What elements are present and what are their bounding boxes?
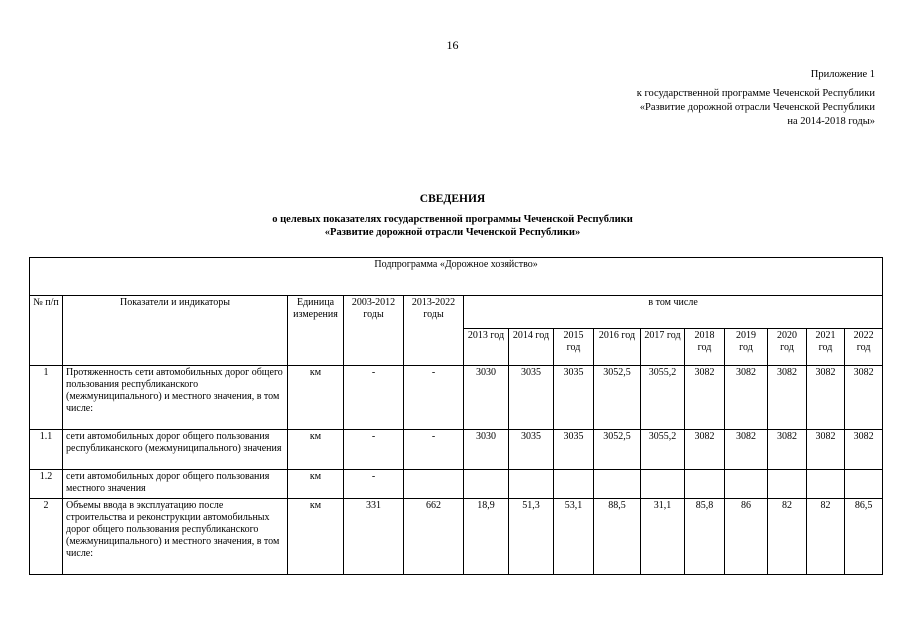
header-year: 2020 год [768, 329, 807, 366]
row-period-value: - [344, 470, 404, 499]
row-year-value: 3082 [725, 430, 768, 470]
row-indicator: Объемы ввода в эксплуатацию после строительства и реконструкции автомобильных дорог общего пользования республиканского (межмуниципального) и местного значения, в том числе: [63, 499, 288, 575]
document-subtitle: о целевых показателях государственной программы Чеченской Республики [272, 214, 633, 225]
page-number: 16 [446, 38, 459, 52]
row-unit: км [288, 430, 344, 470]
row-year-value: 3082 [807, 430, 845, 470]
row-year-value: 3035 [509, 366, 554, 430]
row-year-value [554, 470, 594, 499]
row-year-value [464, 470, 509, 499]
row-year-value [845, 470, 883, 499]
subprogram-title: Подпрограмма «Дорожное хозяйство» [30, 258, 883, 296]
header-num: № п/п [30, 296, 63, 366]
header-year: 2013 год [464, 329, 509, 366]
row-year-value: 18,9 [464, 499, 509, 575]
row-year-value [594, 470, 641, 499]
row-year-value: 3030 [464, 430, 509, 470]
row-num: 1 [30, 366, 63, 430]
row-year-value: 3082 [685, 430, 725, 470]
row-year-value [807, 470, 845, 499]
header-year: 2015 год [554, 329, 594, 366]
row-indicator: сети автомобильных дорог общего пользования республиканского (межмуниципального) значения [63, 430, 288, 470]
table-row [30, 430, 883, 470]
row-period-value: - [404, 430, 464, 470]
row-year-value: 86,5 [845, 499, 883, 575]
appendix-line: на 2014-2018 годы» [787, 116, 875, 127]
row-year-value: 86 [725, 499, 768, 575]
row-unit: км [288, 470, 344, 499]
row-num: 1.2 [30, 470, 63, 499]
table-row [30, 499, 883, 575]
header-year: 2021 год [807, 329, 845, 366]
row-year-value: 3035 [509, 430, 554, 470]
row-year-value: 3082 [845, 366, 883, 430]
row-year-value: 3035 [554, 366, 594, 430]
appendix-title: Приложение 1 [810, 69, 875, 80]
row-year-value: 3082 [768, 430, 807, 470]
appendix-note [637, 68, 875, 129]
header-year: 2014 год [509, 329, 554, 366]
row-year-value [685, 470, 725, 499]
header-year: 2019 год [725, 329, 768, 366]
subprogram-row [30, 258, 883, 296]
row-year-value: 3082 [845, 430, 883, 470]
indicators-table [29, 257, 883, 575]
row-year-value: 53,1 [554, 499, 594, 575]
row-year-value [768, 470, 807, 499]
header-year: 2017 год [641, 329, 685, 366]
document-heading [0, 191, 905, 239]
row-period-value: 331 [344, 499, 404, 575]
header-year: 2016 год [594, 329, 641, 366]
header-period: 2003-2012 годы [344, 296, 404, 366]
header-year: 2018 год [685, 329, 725, 366]
row-year-value: 3052,5 [594, 430, 641, 470]
row-indicator: сети автомобильных дорог общего пользования местного значения [63, 470, 288, 499]
row-year-value: 3082 [685, 366, 725, 430]
document-title: СВЕДЕНИЯ [419, 193, 486, 205]
row-num: 1.1 [30, 430, 63, 470]
document-subtitle: «Развитие дорожной отрасли Чеченской Республики» [324, 227, 581, 238]
row-year-value: 88,5 [594, 499, 641, 575]
row-period-value: - [344, 430, 404, 470]
row-year-value: 3055,2 [641, 430, 685, 470]
row-year-value: 3035 [554, 430, 594, 470]
appendix-line: к государственной программе Чеченской Республики [636, 88, 875, 99]
header-including: в том числе [464, 296, 883, 329]
row-year-value [641, 470, 685, 499]
row-year-value: 3082 [725, 366, 768, 430]
row-year-value [725, 470, 768, 499]
header-indicator: Показатели и индикаторы [63, 296, 288, 366]
table-row [30, 366, 883, 430]
row-period-value: - [404, 366, 464, 430]
row-year-value: 82 [807, 499, 845, 575]
row-year-value [509, 470, 554, 499]
table-row [30, 470, 883, 499]
appendix-line: «Развитие дорожной отрасли Чеченской Республики [639, 102, 875, 113]
row-unit: км [288, 499, 344, 575]
row-period-value [404, 470, 464, 499]
row-year-value: 3052,5 [594, 366, 641, 430]
row-year-value: 31,1 [641, 499, 685, 575]
header-unit: Единица измерения [288, 296, 344, 366]
row-unit: км [288, 366, 344, 430]
row-year-value: 51,3 [509, 499, 554, 575]
row-year-value: 3030 [464, 366, 509, 430]
row-num: 2 [30, 499, 63, 575]
header-year: 2022 год [845, 329, 883, 366]
row-year-value: 3055,2 [641, 366, 685, 430]
row-year-value: 85,8 [685, 499, 725, 575]
row-year-value: 82 [768, 499, 807, 575]
header-row [30, 296, 883, 329]
row-period-value: - [344, 366, 404, 430]
row-period-value: 662 [404, 499, 464, 575]
header-period: 2013-2022 годы [404, 296, 464, 366]
row-year-value: 3082 [807, 366, 845, 430]
row-indicator: Протяженность сети автомобильных дорог общего пользования республиканского (межмуниципального) и местного значения, в том числе: [63, 366, 288, 430]
row-year-value: 3082 [768, 366, 807, 430]
